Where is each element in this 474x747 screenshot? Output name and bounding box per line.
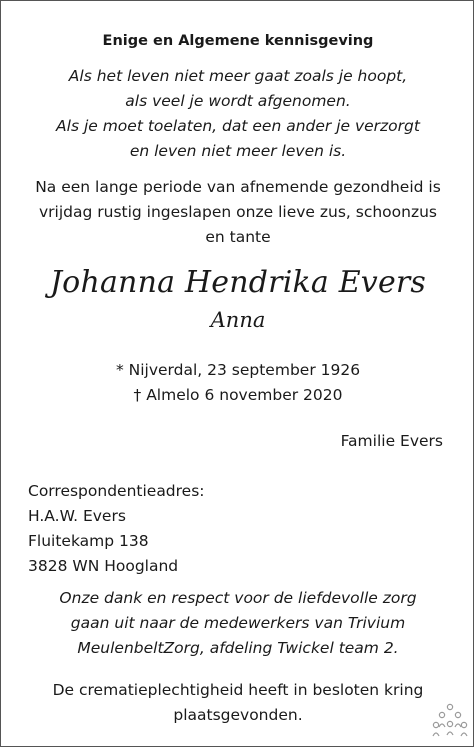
thanks-text [1,586,474,661]
thanks-line: Onze dank en respect voor de liefdevolle zorg [59,589,417,607]
intro-text [1,175,474,250]
death-date: † Almelo 6 november 2020 [133,386,343,404]
deceased-name: Johanna Hendrika Evers [49,265,427,300]
poem-line: en leven niet meer leven is. [129,142,347,160]
intro-line: Na een lange periode van afnemende gezondheid is [35,178,441,196]
family-signature: Familie Evers [340,432,443,450]
deceased-nickname: Anna [210,308,266,332]
birth-date: * Nijverdal, 23 september 1926 [115,361,361,379]
closing-text [1,678,474,728]
address-line: Correspondentieadres: [28,482,205,500]
people-group-icon [432,703,468,741]
address-line: 3828 WN Hoogland [28,557,179,575]
thanks-line: gaan uit naar de medewerkers van Trivium [70,614,406,632]
notice-heading: Enige en Algemene kennisgeving [102,33,374,49]
correspondence-address [28,479,448,579]
poem [1,64,474,164]
address-line: Fluitekamp 138 [28,532,149,550]
address-line: H.A.W. Evers [28,507,126,525]
life-dates [1,358,474,408]
closing-line: plaatsgevonden. [173,706,303,724]
intro-line: en tante [205,228,271,246]
intro-line: vrijdag rustig ingeslapen onze lieve zus, schoonzus [38,203,438,221]
poem-line: als veel je wordt afgenomen. [125,92,351,110]
poem-line: Als het leven niet meer gaat zoals je hoopt, [68,67,408,85]
poem-line: Als je moet toelaten, dat een ander je verzorgt [56,117,420,135]
thanks-line: MeulenbeltZorg, afdeling Twickel team 2. [77,639,399,657]
closing-line: De crematieplechtigheid heeft in besloten kring [52,681,424,699]
